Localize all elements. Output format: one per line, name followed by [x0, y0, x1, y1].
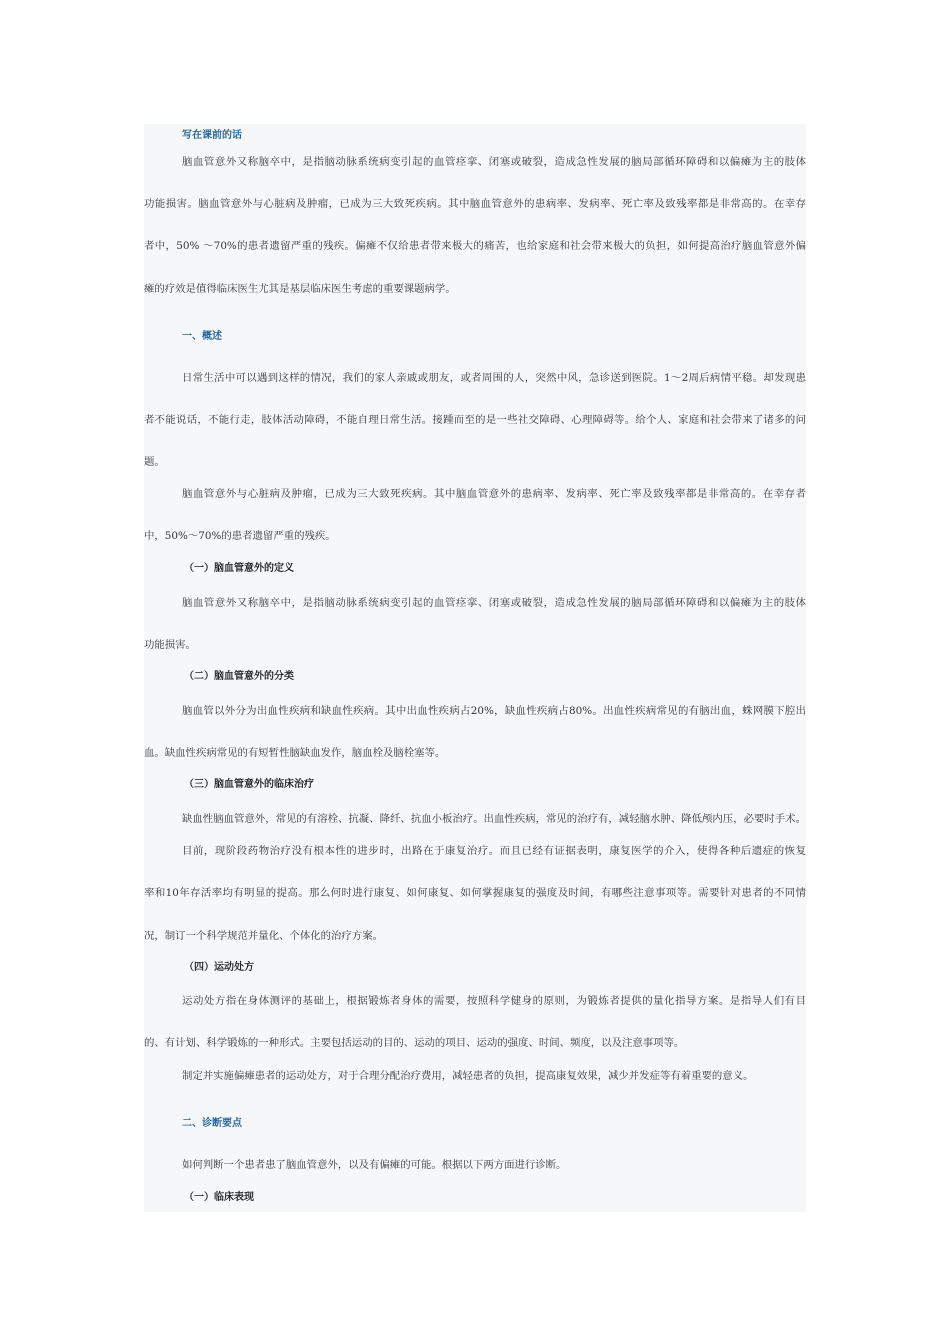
paragraph-line: 功能损害。脑血管意外与心脏病及肿瘤，已成为三大致死疾病。其中脑血管意外的患病率、发病率、死亡率及致残率都是非常高的。在幸存 — [144, 198, 806, 210]
paragraph-line: 运动处方指在身体测评的基础上，根据锻炼者身体的需要，按照科学健身的原则，为锻炼者提供的量化指导方案。是指导人们有目 — [182, 995, 806, 1007]
paragraph-line: 血。缺血性疾病常见的有短暂性脑缺血发作，脑血栓及脑栓塞等。 — [144, 747, 446, 759]
paragraph-line: 脑血管意外又称脑卒中，是指脑动脉系统病变引起的血管痉挛、闭塞或破裂，造成急性发展的脑局部循环障碍和以偏瘫为主的肢体 — [182, 156, 806, 168]
section-heading: 一、概述 — [182, 331, 222, 342]
paragraph-line: 者中，50% ～70%的患者遗留严重的残疾。偏瘫不仅给患者带来极大的痛苦，也给家庭和社会带来极大的负担，如何提高治疗脑血管意外偏 — [144, 240, 806, 252]
paragraph-line: 缺血性脑血管意外，常见的有溶栓、抗凝、降纤、抗血小板治疗。出血性疾病，常见的治疗有，减轻脑水肿、降低颅内压，必要时手术。 — [182, 813, 806, 825]
paragraph-line: 脑血管意外又称脑卒中，是指脑动脉系统病变引起的血管痉挛、闭塞或破裂，造成急性发展的脑局部循环障碍和以偏瘫为主的肢体 — [182, 597, 806, 609]
section-heading: 二、诊断要点 — [182, 1118, 242, 1129]
paragraph-line: 目前，现阶段药物治疗没有根本性的进步时，出路在于康复治疗。而且已经有证据表明，康复医学的介入，使得各种后遗症的恢复 — [182, 845, 806, 857]
subsection-heading: （一）脑血管意外的定义 — [184, 563, 294, 574]
paragraph-line: 率和10年存活率均有明显的提高。那么何时进行康复、如何康复、如何掌握康复的强度及时间，有哪些注意事项等。需要针对患者的不同情 — [144, 887, 806, 899]
paragraph-line: 脑血管以外分为出血性疾病和缺血性疾病。其中出血性疾病占20%，缺血性疾病占80%。出血性疾病常见的有脑出血，蛛网膜下腔出 — [182, 705, 806, 717]
paragraph-line: 功能损害。 — [144, 639, 196, 651]
subsection-heading: （三）脑血管意外的临床治疗 — [184, 779, 314, 790]
paragraph-line: 的、有计划、科学锻炼的一种形式。主要包括运动的目的、运动的项目、运动的强度、时间、频度，以及注意事项等。 — [144, 1037, 685, 1049]
paragraph-line: 制定并实施偏瘫患者的运动处方，对于合理分配治疗费用，减轻患者的负担，提高康复效果，减少并发症等有着重要的意义。 — [182, 1070, 754, 1082]
paragraph-line: 如何判断一个患者患了脑血管意外，以及有偏瘫的可能。根据以下两方面进行诊断。 — [182, 1159, 567, 1171]
subsection-heading: （四）运动处方 — [184, 962, 254, 973]
paragraph-line: 脑血管意外与心脏病及肿瘤，已成为三大致死疾病。其中脑血管意外的患病率、发病率、死亡率及致残率都是非常高的。在幸存者 — [182, 488, 806, 500]
paragraph-line: 题。 — [144, 456, 165, 468]
paragraph-line: 者不能说话，不能行走，肢体活动障碍，不能自理日常生活。接踵而至的是一些社交障碍、心理障碍等。给个人、家庭和社会带来了诸多的问 — [144, 414, 806, 426]
paragraph-line: 瘫的疗效是值得临床医生尤其是基层临床医生考虑的重要课题病学。 — [144, 283, 456, 295]
paragraph-line: 日常生活中可以遇到这样的情况，我们的家人亲戚或朋友，或者周围的人，突然中风，急诊送到医院。1～2周后病情平稳。却发现患 — [182, 372, 806, 384]
paragraph-line: 中，50%～70%的患者遗留严重的残疾。 — [144, 530, 336, 542]
subsection-heading: （一）临床表现 — [184, 1192, 254, 1203]
paragraph-line: 况，制订一个科学规范并量化、个体化的治疗方案。 — [144, 930, 383, 942]
intro-heading: 写在课前的话 — [182, 130, 242, 141]
subsection-heading: （二）脑血管意外的分类 — [184, 671, 294, 682]
